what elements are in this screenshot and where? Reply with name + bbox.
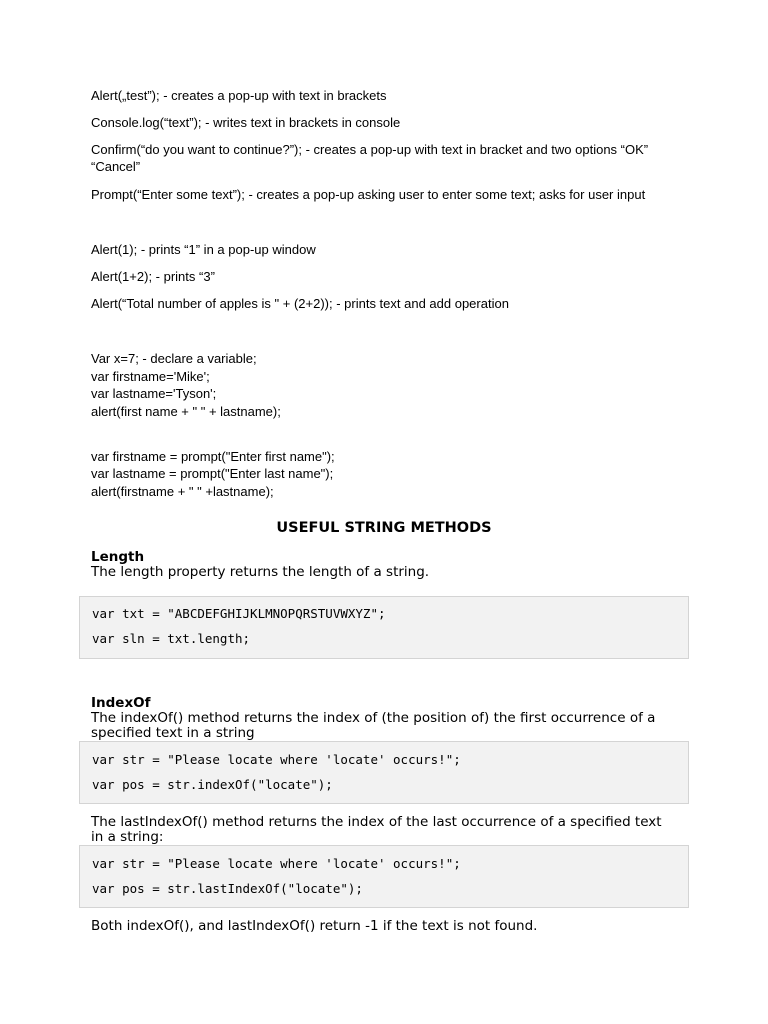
alert-fullname-line: alert(firstname + " " +lastname);: [91, 484, 274, 499]
var-firstname-line: var firstname='Mike';: [91, 369, 210, 384]
alert-name-line: alert(first name + " " + lastname);: [91, 404, 281, 419]
code-line: var str = "Please locate where 'locate' occurs!";: [92, 752, 461, 767]
section-heading: USEFUL STRING METHODS: [276, 520, 492, 536]
lastindexof-description: The lastIndexOf() method returns the index of the last occurrence of a specified text in a string:: [91, 814, 662, 845]
length-description: The length property returns the length of a string.: [91, 564, 430, 580]
code-line: var str = "Please locate where 'locate' occurs!";: [92, 856, 461, 871]
length-title: Length: [91, 549, 145, 565]
console-log-description: Console.log(“text”); - writes text in brackets in console: [91, 115, 401, 130]
length-code-block: [79, 596, 689, 659]
prompt-firstname-line: var firstname = prompt("Enter first name");: [91, 449, 335, 464]
alert-number-example: Alert(1); - prints “1” in a pop-up window: [91, 242, 316, 257]
not-found-note: Both indexOf(), and lastIndexOf() return -1 if the text is not found.: [91, 918, 538, 934]
indexof-title: IndexOf: [91, 695, 151, 711]
indexof-code-block: [79, 741, 689, 804]
lastindexof-code-block: [79, 845, 689, 908]
indexof-description: The indexOf() method returns the index of (the position of) the first occurrence of a specified text in a string: [91, 710, 656, 741]
prompt-description: Prompt(“Enter some text”); - creates a pop-up asking user to enter some text; asks for user input: [91, 187, 646, 202]
code-line: var sln = txt.length;: [92, 631, 251, 646]
alert-sum-example: Alert(1+2); - prints “3”: [91, 269, 215, 284]
code-line: var pos = str.indexOf("locate");: [92, 777, 333, 792]
code-line: var pos = str.lastIndexOf("locate");: [92, 881, 363, 896]
alert-description: Alert(„test”); - creates a pop-up with text in brackets: [91, 88, 387, 103]
prompt-lastname-line: var lastname = prompt("Enter last name");: [91, 466, 334, 481]
alert-concat-example: Alert(“Total number of apples is " + (2+2)); - prints text and add operation: [91, 296, 509, 311]
var-declare-line: Var x=7; - declare a variable;: [91, 351, 257, 366]
var-lastname-line: var lastname='Tyson';: [91, 386, 217, 401]
confirm-description: Confirm(“do you want to continue?”); - creates a pop-up with text in bracket and two options “OK” “Cancel”: [91, 142, 649, 174]
code-line: var txt = "ABCDEFGHIJKLMNOPQRSTUVWXYZ";: [92, 606, 386, 621]
